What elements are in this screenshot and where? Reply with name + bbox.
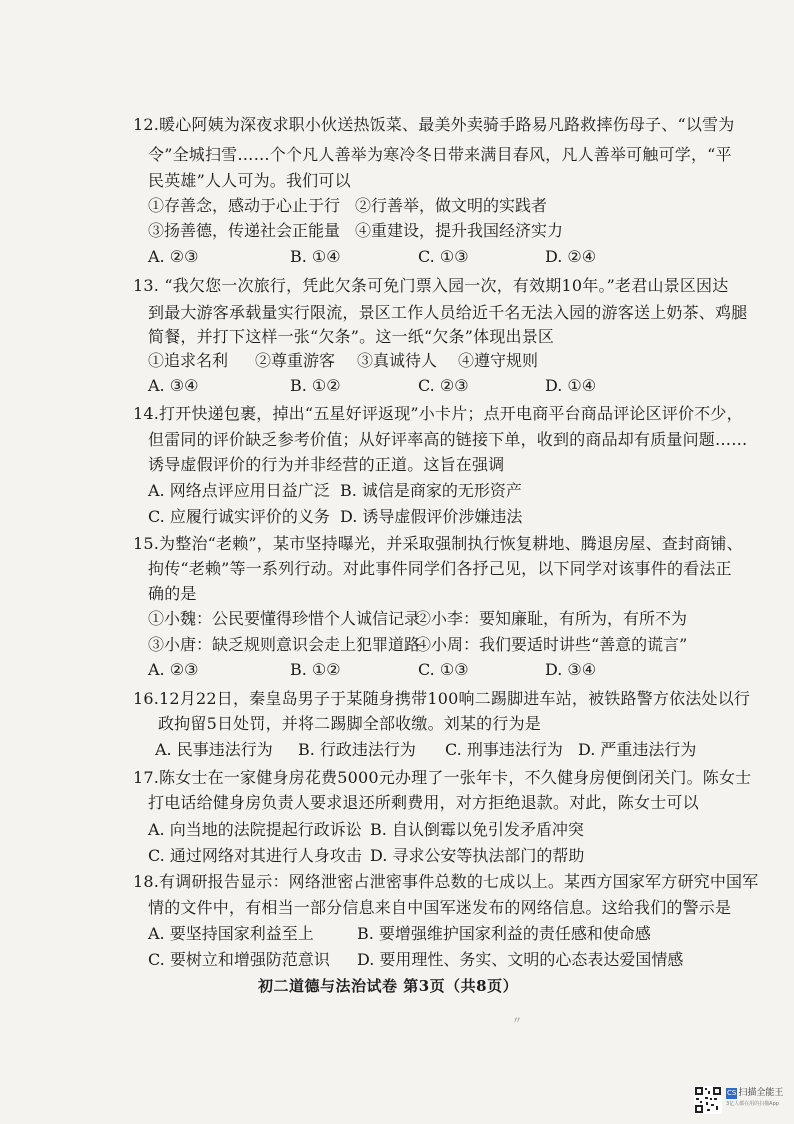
question-12-item-3: ③扬善德，传递社会正能量: [148, 221, 341, 240]
question-13-item-3: ③真诚待人: [357, 351, 438, 370]
question-13-stem-line-1: 13. “我欠您一次旅行，凭此欠条可免门票入园一次，有效期10年。”老君山景区因达: [133, 276, 729, 295]
question-17-stem-line-2: 打电话给健身房负责人要求退还所剩费用，对方拒绝退款。对此，陈女士可以: [148, 793, 699, 812]
question-12-stem-line-2: 令”全城扫雪……个个凡人善举为寒冷冬日带来满目春风，凡人善举可触可学，“平: [148, 145, 732, 164]
question-13-option-a: A. ③④: [148, 376, 199, 395]
question-12-option-c: C. ①③: [418, 247, 469, 266]
watermark-brand: [726, 1088, 783, 1099]
question-17-option-d: D. 寻求公安等执法部门的帮助: [370, 846, 585, 865]
question-14-option-a: A. 网络点评应用日益广泛: [148, 481, 330, 500]
question-15-item-1: ①小魏：公民要懂得珍惜个人诚信记录: [148, 609, 421, 628]
question-18-option-c: C. 要树立和增强防范意识: [148, 950, 330, 969]
watermark-brand-text: 扫描全能王: [738, 1088, 784, 1098]
question-17-option-c: C. 通过网络对其进行人身攻击: [148, 846, 362, 865]
question-18-option-d: D. 要用理性、务实、文明的心态表达爱国情感: [357, 950, 684, 969]
watermark-subtitle: 3亿人都在用的扫描App: [726, 1101, 779, 1107]
question-15-stem-line-2: 拘传“老赖”等一系列行动。对此事件同学们各抒己见，以下同学对该事件的看法正: [148, 559, 732, 578]
question-16-option-c: C. 刑事违法行为: [445, 740, 563, 759]
question-13-item-4: ④遵守规则: [458, 351, 539, 370]
question-14-stem-line-2: 但雷同的评价缺乏参考价值；从好评率高的链接下单，收到的商品却有质量问题……: [148, 430, 748, 449]
question-15-item-3: ③小唐：缺乏规则意识会走上犯罪道路: [148, 635, 421, 654]
question-12-item-2: ②行善举，做文明的实践者: [355, 196, 548, 215]
question-16-stem-line-1: 16.12月22日，秦皇岛男子于某随身携带100响二踢脚进车站，被铁路警方依法处以行: [133, 689, 751, 708]
question-15-option-c: C. ①③: [418, 660, 469, 679]
question-15-option-a: A. ②③: [148, 660, 199, 679]
question-13-option-d: D. ①④: [545, 376, 597, 395]
question-18-stem-line-2: 情的文件中，有相当一部分信息来自中国军迷发布的网络信息。这给我们的警示是: [148, 898, 732, 917]
camscanner-logo-badge: CS: [727, 1089, 737, 1097]
question-14-option-d: D. 诱导虚假评价涉嫌违法: [340, 507, 523, 526]
question-15-option-d: D. ③④: [545, 660, 597, 679]
question-18-stem-line-1: 18.有调研报告显示：网络泄密占泄密事件总数的七成以上。某西方国家军方研究中国军: [133, 872, 759, 891]
question-12-option-b: B. ①④: [290, 247, 341, 266]
question-17-option-a: A. 向当地的法院提起行政诉讼: [148, 820, 362, 839]
question-14-stem-line-3: 诱导虚假评价的行为并非经营的正道。这旨在强调: [148, 455, 505, 474]
question-12-option-a: A. ②③: [148, 247, 199, 266]
question-14-option-b: B. 诚信是商家的无形资产: [340, 481, 522, 500]
question-12-item-4: ④重建设，提升我国经济实力: [355, 221, 564, 240]
question-17-option-b: B. 自认倒霉以免引发矛盾冲突: [370, 820, 584, 839]
page-footer: 初二道德与法治试卷 第3页（共8页）: [258, 977, 519, 995]
question-12-stem-line-1: 12.暖心阿姨为深夜求职小伙送热饭菜、最美外卖骑手路易凡路救摔伤母子、“以雪为: [133, 115, 735, 134]
question-13-option-c: C. ②③: [418, 376, 469, 395]
question-16-option-a: A. 民事违法行为: [155, 740, 273, 759]
question-14-option-c: C. 应履行诚实评价的义务: [148, 507, 330, 526]
question-16-option-b: B. 行政违法行为: [298, 740, 416, 759]
question-13-option-b: B. ①②: [290, 376, 341, 395]
question-16-stem-line-2: 政拘留5日处罚，并将二踢脚全部收缴。刘某的行为是: [158, 714, 541, 733]
question-18-option-b: B. 要增强维护国家利益的责任感和使命感: [357, 924, 651, 943]
question-18-option-a: A. 要坚持国家利益至上: [148, 924, 314, 943]
question-15-option-b: B. ①②: [290, 660, 341, 679]
question-15-item-2: ②小李：要知廉耻，有所为，有所不为: [415, 609, 688, 628]
question-17-stem-line-1: 17.陈女士在一家健身房花费5000元办理了一张年卡，不久健身房便倒闭关门。陈女士: [133, 768, 752, 787]
question-14-stem-line-1: 14.打开快递包裹，掉出“五星好评返现”小卡片；点开电商平台商品评论区评价不少，: [133, 404, 743, 423]
question-13-item-1: ①追求名利: [148, 351, 229, 370]
question-13-stem-line-2: 到最大游客承载量实行限流，景区工作人员给近千名无法入园的游客送上奶茶、鸡腿: [148, 303, 748, 322]
question-15-stem-line-1: 15.为整治“老赖”，某市坚持曝光，并采取强制执行恢复耕地、腾退房屋、查封商铺、: [133, 534, 743, 553]
question-13-item-2: ②尊重游客: [255, 351, 336, 370]
question-12-item-1: ①存善念，感动于心止于行: [148, 196, 341, 215]
question-12-option-d: D. ②④: [545, 247, 597, 266]
question-15-stem-line-3: 确的是: [148, 584, 197, 603]
scanner-watermark: [694, 1086, 786, 1116]
question-12-stem-line-3: 民英雄”人人可为。我们可以: [148, 171, 351, 190]
question-13-stem-line-3: 简餐，并打下这样一张“欠条”。这一纸“欠条”体现出景区: [148, 327, 555, 346]
qr-code-icon: [694, 1086, 722, 1114]
scan-speck: 〃: [512, 1016, 522, 1027]
question-16-option-d: D. 严重违法行为: [578, 740, 697, 759]
question-15-item-4: ④小周：我们要适时讲些“善意的谎言”: [415, 635, 688, 654]
